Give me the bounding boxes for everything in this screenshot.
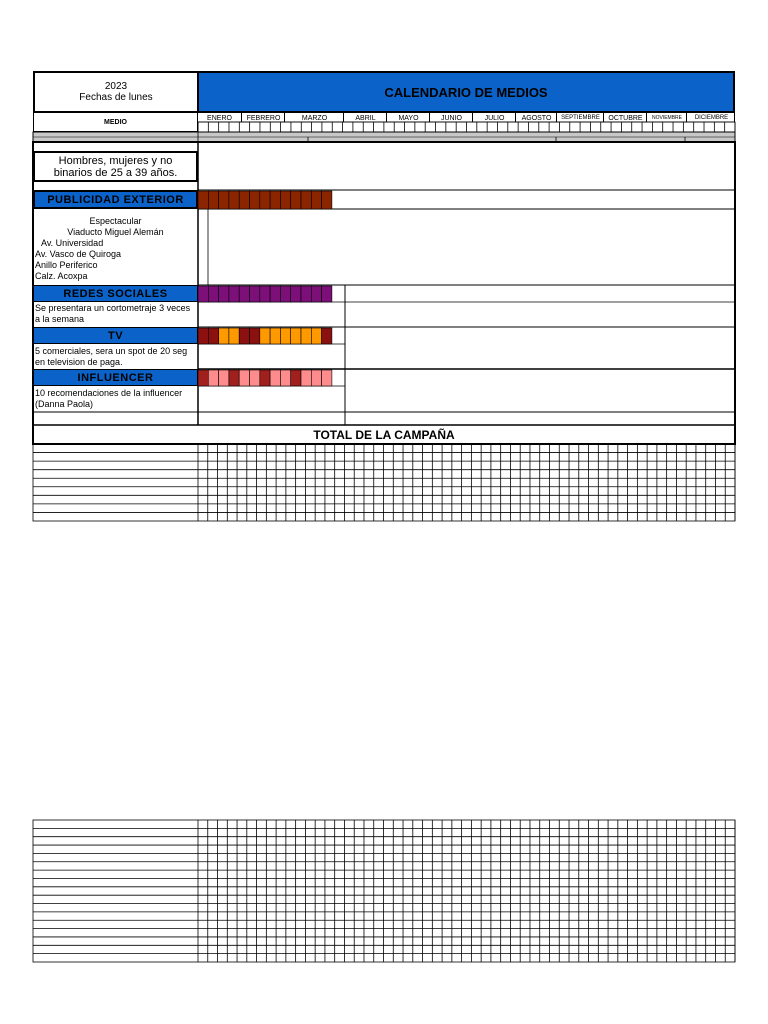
schedule-bar-redes bbox=[311, 286, 321, 302]
schedule-bar-exterior bbox=[280, 191, 290, 209]
month-label: ENERO bbox=[207, 114, 232, 122]
exterior-line: Av. Universidad bbox=[41, 238, 104, 248]
schedule-bar-redes bbox=[322, 286, 332, 302]
schedule-bar-influencer bbox=[229, 370, 239, 386]
schedule-bar-tv bbox=[229, 328, 239, 344]
month-label: ABRIL bbox=[343, 113, 387, 123]
month-label: MARZO bbox=[284, 113, 344, 123]
year-label: 2023 bbox=[104, 81, 128, 92]
redes-description: Se presentara un cortometraje 3 veces a la semana bbox=[35, 303, 191, 324]
exterior-line: Anillo Periferico bbox=[35, 260, 98, 270]
month-label: OCTUBRE bbox=[603, 113, 647, 123]
schedule-bar-redes bbox=[229, 286, 239, 302]
schedule-bar-influencer bbox=[301, 370, 311, 386]
schedule-bar-influencer bbox=[322, 370, 332, 386]
schedule-bar-redes bbox=[198, 286, 208, 302]
schedule-bar-redes bbox=[301, 286, 311, 302]
schedule-bar-influencer bbox=[280, 370, 290, 386]
schedule-bar-exterior bbox=[322, 191, 332, 209]
exterior-line: Viaducto Miguel Alemán bbox=[67, 227, 164, 237]
schedule-bar-influencer bbox=[270, 370, 280, 386]
schedule-bar-tv bbox=[239, 328, 249, 344]
section-redes-title: REDES SOCIALES bbox=[33, 285, 198, 302]
schedule-bar-exterior bbox=[250, 191, 260, 209]
schedule-bar-exterior bbox=[239, 191, 249, 209]
schedule-bar-exterior bbox=[208, 191, 218, 209]
month-label: SEPTIEMBRE bbox=[556, 113, 604, 123]
schedule-bar-influencer bbox=[239, 370, 249, 386]
schedule-bar-tv bbox=[198, 328, 208, 344]
exterior-line: Calz. Acoxpa bbox=[35, 271, 88, 281]
page-title: CALENDARIO DE MEDIOS bbox=[197, 71, 735, 113]
schedule-bar-exterior bbox=[311, 191, 321, 209]
schedule-bar-redes bbox=[280, 286, 290, 302]
schedule-bar-tv bbox=[270, 328, 280, 344]
exterior-line: Espectacular bbox=[89, 216, 142, 226]
schedule-bar-exterior bbox=[260, 191, 270, 209]
month-label: JUNIO bbox=[429, 113, 473, 123]
schedule-bar-redes bbox=[239, 286, 249, 302]
month-label: NOVIEMBRE bbox=[646, 113, 687, 123]
section-tv-title: TV bbox=[33, 327, 198, 344]
section-influencer-title: INFLUENCER bbox=[33, 369, 198, 386]
schedule-bar-redes bbox=[219, 286, 229, 302]
medio-header: MEDIO bbox=[33, 112, 198, 132]
schedule-bar-exterior bbox=[270, 191, 280, 209]
month-label: JULIO bbox=[472, 113, 516, 123]
section-exterior-title: PUBLICIDAD EXTERIOR bbox=[33, 190, 198, 209]
schedule-bar-tv bbox=[208, 328, 218, 344]
schedule-bar-exterior bbox=[301, 191, 311, 209]
schedule-bar-influencer bbox=[311, 370, 321, 386]
schedule-bar-influencer bbox=[260, 370, 270, 386]
subtitle-label: Fechas de lunes bbox=[79, 92, 153, 103]
schedule-bar-redes bbox=[208, 286, 218, 302]
schedule-bar-influencer bbox=[208, 370, 218, 386]
schedule-bar-influencer bbox=[219, 370, 229, 386]
schedule-bar-exterior bbox=[219, 191, 229, 209]
schedule-bar-redes bbox=[291, 286, 301, 302]
exterior-locations bbox=[35, 216, 196, 282]
target-audience: Hombres, mujeres y no binarios de 25 a 39 años. bbox=[33, 151, 198, 182]
schedule-bar-exterior bbox=[198, 191, 208, 209]
schedule-bar-tv bbox=[301, 328, 311, 344]
schedule-bar-influencer bbox=[250, 370, 260, 386]
schedule-bar-exterior bbox=[229, 191, 239, 209]
tv-description: 5 comerciales, sera un spot de 20 seg en television de paga. bbox=[35, 346, 188, 367]
month-label: AGOSTO bbox=[515, 113, 557, 123]
schedule-bar-tv bbox=[260, 328, 270, 344]
schedule-bar-tv bbox=[322, 328, 332, 344]
schedule-bar-tv bbox=[219, 328, 229, 344]
total-campaign: TOTAL DE LA CAMPAÑA bbox=[313, 427, 455, 442]
schedule-bar-influencer bbox=[291, 370, 301, 386]
exterior-line: Av. Vasco de Quiroga bbox=[35, 249, 122, 259]
schedule-bar-redes bbox=[270, 286, 280, 302]
month-label: MAYO bbox=[386, 113, 430, 123]
schedule-bar-exterior bbox=[291, 191, 301, 209]
month-label: FEBRERO bbox=[241, 113, 285, 123]
schedule-bar-tv bbox=[311, 328, 321, 344]
schedule-bar-tv bbox=[250, 328, 260, 344]
influencer-description: 10 recomendaciones de la influencer (Danna Paola) bbox=[35, 388, 183, 409]
schedule-bar-influencer bbox=[198, 370, 208, 386]
schedule-bar-tv bbox=[291, 328, 301, 344]
schedule-bar-tv bbox=[280, 328, 290, 344]
schedule-bar-redes bbox=[250, 286, 260, 302]
month-label: DICIEMBRE bbox=[686, 113, 736, 123]
schedule-bar-redes bbox=[260, 286, 270, 302]
